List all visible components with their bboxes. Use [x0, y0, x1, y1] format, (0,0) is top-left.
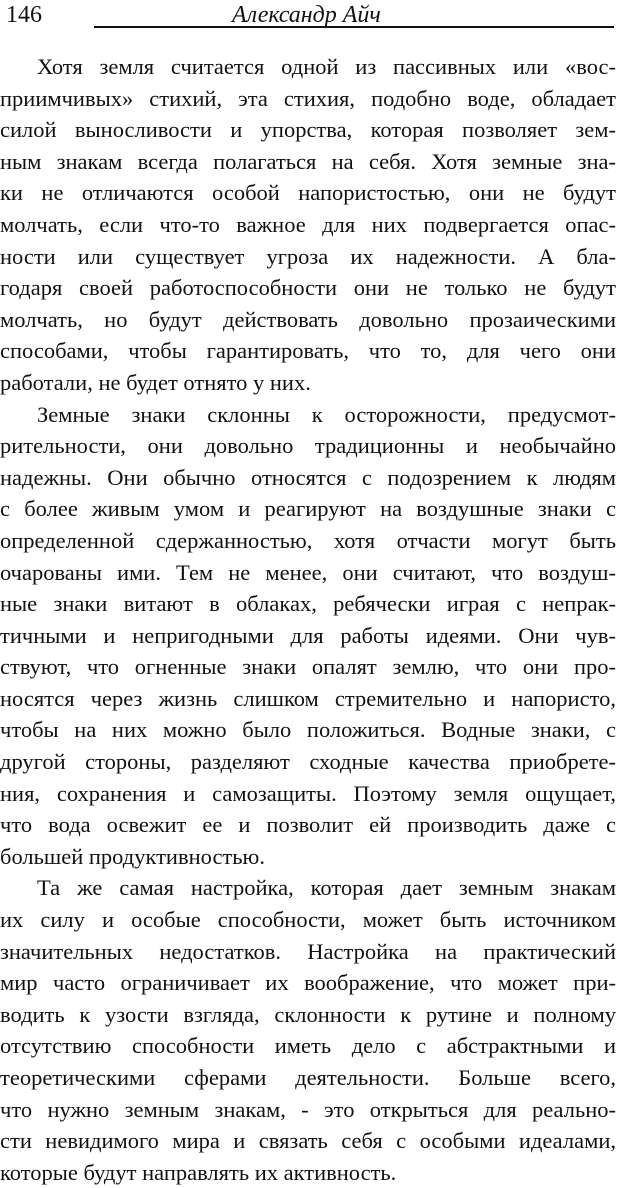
paragraph — [0, 399, 616, 873]
text-line: что вода освежит ее и позволит ей производить даже с — [0, 812, 616, 838]
text-line: ки не отличаются особой напористостью, они не будут — [0, 180, 616, 206]
text-line: большей продуктивностью. — [0, 843, 265, 869]
text-line: значительных недостатков. Настройка на практический — [0, 938, 616, 964]
text-line: отсутствию способности иметь дело с абстрактными и — [0, 1033, 616, 1059]
text-line: силой выносливости и упорства, которая позволяет зем- — [0, 117, 616, 143]
text-line: молчать, если что-то важное для них подвергается опас- — [0, 211, 616, 237]
text-line: ные знаки витают в облаках, ребячески играя с непрак- — [0, 591, 616, 617]
text-line: Хотя земля считается одной из пассивных или «вос- — [37, 54, 616, 79]
text-line: ным знакам всегда полагаться на себя. Хотя земные зна- — [0, 148, 616, 174]
text-line: с более живым умом и реагируют на воздушные знаки с — [0, 496, 616, 522]
text-line: Земные знаки склонны к осторожности, предусмот- — [37, 401, 616, 427]
text-line: определенной сдержанностью, хотя отчасти могут быть — [0, 527, 616, 553]
text-line: ствуют, что огненные знаки опалят землю, что они про- — [0, 654, 616, 680]
text-line: водить к узости взгляда, склонности к рутине и полному — [0, 1001, 616, 1027]
text-line: чтобы на них можно было положиться. Водные знаки, с — [0, 717, 616, 743]
text-line: другой стороны, разделяют сходные качества приобрете- — [0, 749, 616, 775]
text-line: которые будут направлять их активность. — [0, 1159, 397, 1185]
header-rule — [94, 26, 614, 28]
paragraph — [0, 872, 616, 1188]
page-header — [6, 0, 612, 34]
text-line: что нужно земным знакам, - это открыться для реально- — [0, 1096, 616, 1122]
text-line: молчать, но будут действовать довольно прозаическими — [0, 306, 616, 332]
text-line: сти невидимого мира и связать себя с особыми идеалами, — [0, 1128, 616, 1154]
text-line: мир часто ограничивает их воображение, что может при- — [0, 970, 616, 996]
text-line: Та же самая настройка, которая дает земным знакам — [37, 875, 616, 901]
text-line: тичными и непригодными для работы идеями. Они чув- — [0, 622, 616, 648]
text-line: рительности, они довольно традиционны и необычайно — [0, 433, 616, 459]
text-line: годаря своей работоспособности они не только не будут — [0, 275, 616, 301]
text-line: работали, не будет отнято у них. — [0, 369, 311, 395]
text-line: их силу и особые способности, может быть источником — [0, 907, 616, 933]
paragraph — [0, 51, 616, 399]
text-line: приимчивых» стихий, эта стихия, подобно воде, обладает — [0, 85, 616, 111]
text-line: ности или существует угроза их надежности. А бла- — [0, 243, 616, 269]
text-line: надежны. Они обычно относятся с подозрением к людям — [0, 464, 616, 490]
running-title: Александр Айч — [232, 2, 381, 28]
page-number: 146 — [6, 2, 42, 28]
text-line: носятся через жизнь слишком стремительно и напористо, — [0, 685, 616, 711]
text-line: теоретическими сферами деятельности. Больше всего, — [0, 1065, 616, 1090]
body-text — [0, 51, 616, 1188]
text-line: способами, чтобы гарантировать, что то, для чего они — [0, 338, 616, 364]
text-line: очарованы ими. Тем не менее, они считают, что воздуш- — [0, 559, 616, 585]
text-line: ния, сохранения и самозащиты. Поэтому земля ощущает, — [0, 780, 616, 806]
